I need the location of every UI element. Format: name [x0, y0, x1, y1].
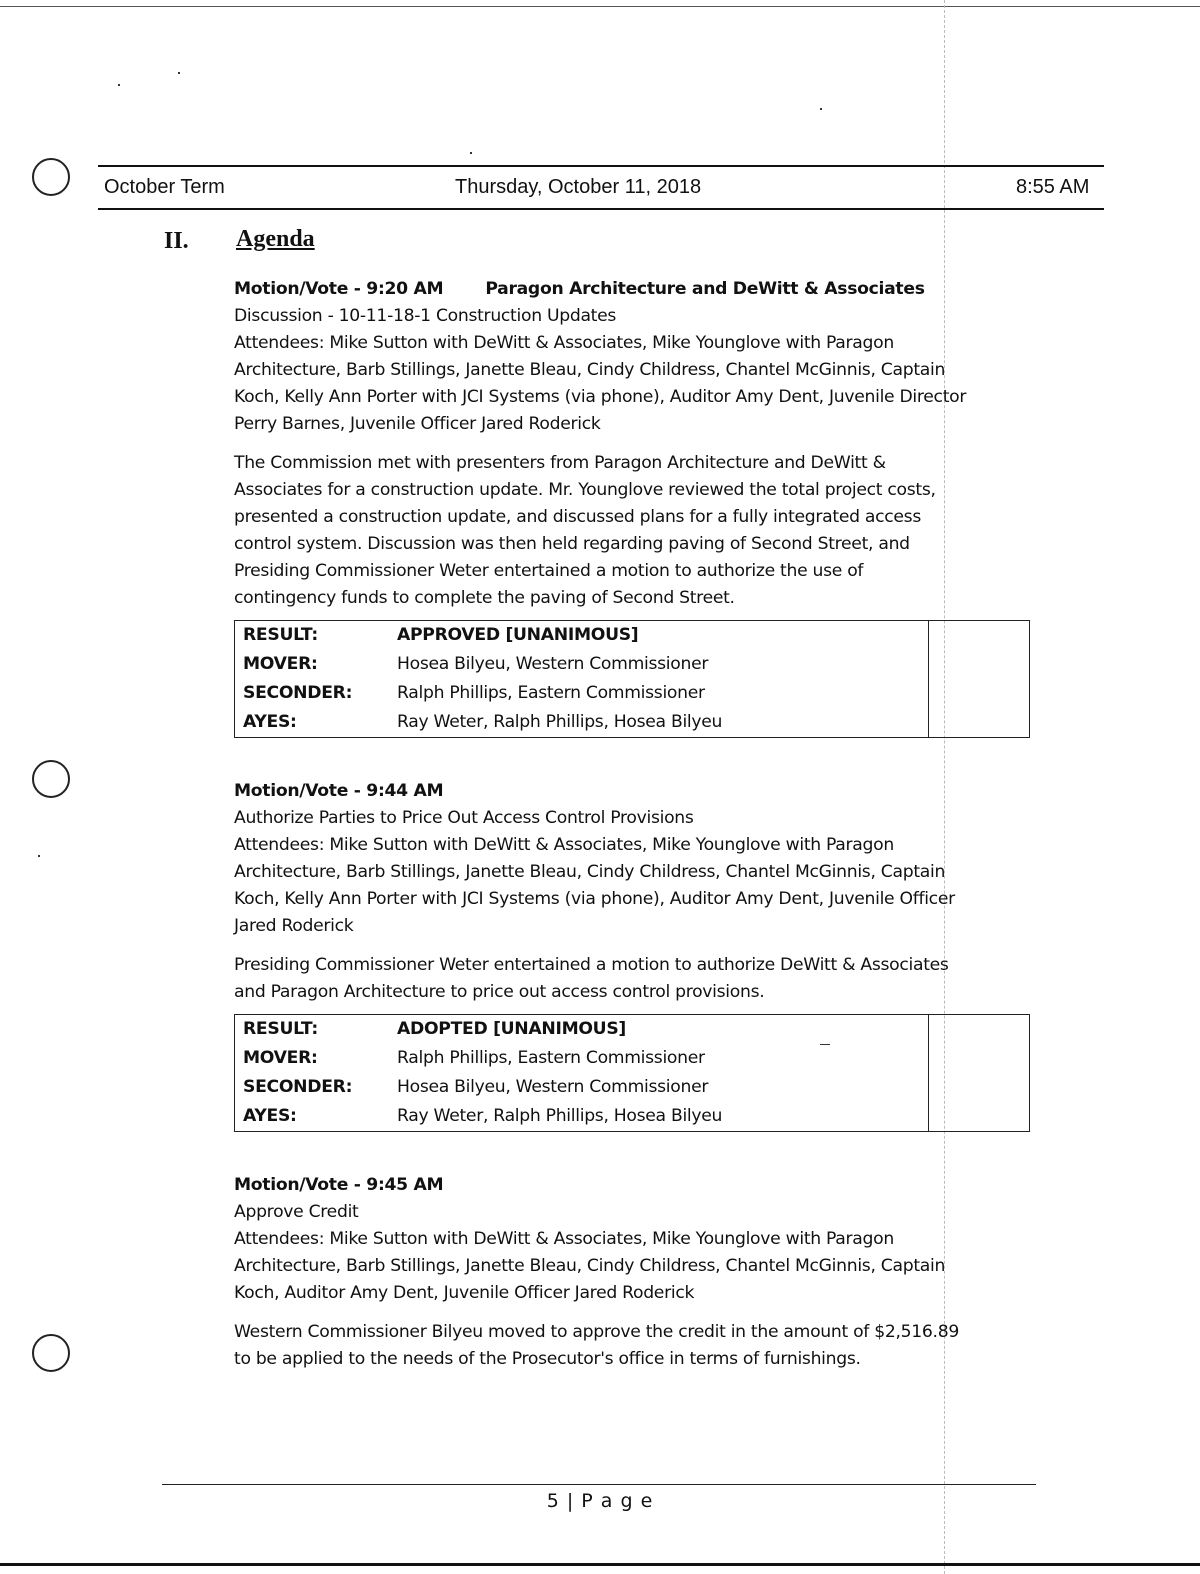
body-line: control system. Discussion was then held regarding paving of Second Street, and [234, 534, 910, 554]
attendees-line: Attendees: Mike Sutton with DeWitt & Associates, Mike Younglove with Paragon [234, 1229, 894, 1249]
vote-value: Ray Weter, Ralph Phillips, Hosea Bilyeu [397, 1106, 723, 1126]
motion-attendees [234, 832, 1034, 940]
vote-row [235, 708, 1030, 738]
attendees-line: Koch, Kelly Ann Porter with JCI Systems (via phone), Auditor Amy Dent, Juvenile Officer [234, 889, 955, 909]
motion-body [234, 1319, 1034, 1373]
scan-speck [118, 84, 120, 86]
body-line: Associates for a construction update. Mr. Younglove reviewed the total project costs, [234, 480, 936, 500]
body-line: and Paragon Architecture to price out access control provisions. [234, 982, 765, 1002]
attendees-line: Architecture, Barb Stillings, Janette Bleau, Cindy Childress, Chantel McGinnis, Captain [234, 1256, 946, 1276]
vote-side-cell [929, 621, 1030, 738]
scan-speck [178, 72, 180, 74]
vote-label: SECONDER: [243, 1077, 353, 1097]
body-line: Presiding Commissioner Weter entertained a motion to authorize DeWitt & Associates [234, 955, 949, 975]
body-line: contingency funds to complete the paving of Second Street. [234, 588, 735, 608]
vote-value: Hosea Bilyeu, Western Commissioner [397, 1077, 709, 1097]
motion-block [234, 1172, 1034, 1373]
vote-row [235, 1073, 1030, 1102]
motion-subject: Approve Credit [234, 1202, 359, 1222]
scan-speck [820, 108, 822, 110]
vote-value: Ralph Phillips, Eastern Commissioner [397, 1048, 705, 1068]
vote-side-cell [929, 1015, 1030, 1132]
motion-attendees [234, 1226, 1034, 1307]
binder-hole [32, 1334, 70, 1372]
vote-row [235, 679, 1030, 708]
vote-label: RESULT: [243, 1019, 318, 1039]
motion-subject: Authorize Parties to Price Out Access Control Provisions [234, 808, 694, 828]
scan-speck [470, 152, 472, 154]
motion-presenters: Paragon Architecture and DeWitt & Associates [485, 279, 925, 299]
attendees-line: Attendees: Mike Sutton with DeWitt & Associates, Mike Younglove with Paragon [234, 333, 894, 353]
vote-value: Hosea Bilyeu, Western Commissioner [397, 654, 709, 674]
body-line: presented a construction update, and discussed plans for a fully integrated access [234, 507, 921, 527]
attendees-line: Koch, Auditor Amy Dent, Juvenile Officer Jared Roderick [234, 1283, 695, 1303]
vote-label: MOVER: [243, 1048, 318, 1068]
attendees-line: Jared Roderick [234, 916, 354, 936]
attendees-line: Koch, Kelly Ann Porter with JCI Systems (via phone), Auditor Amy Dent, Juvenile Director [234, 387, 967, 407]
body-line: The Commission met with presenters from Paragon Architecture and DeWitt & [234, 453, 886, 473]
vote-label: AYES: [243, 1106, 297, 1126]
vote-row [235, 1044, 1030, 1073]
body-line: Presiding Commissioner Weter entertained a motion to authorize the use of [234, 561, 864, 581]
vote-row [235, 621, 1030, 651]
vote-result: ADOPTED [UNANIMOUS] [397, 1019, 626, 1039]
motion-heading [234, 276, 1034, 303]
section-number: II. [164, 228, 189, 254]
scan-speck [38, 855, 40, 857]
attendees-line: Attendees: Mike Sutton with DeWitt & Associates, Mike Younglove with Paragon [234, 835, 894, 855]
vote-value: Ray Weter, Ralph Phillips, Hosea Bilyeu [397, 712, 723, 732]
header-rule-top [98, 165, 1104, 167]
section-title: Agenda [236, 226, 315, 252]
motion-time: Motion/Vote - 9:44 AM [234, 781, 444, 801]
header-rule-bottom [98, 208, 1104, 210]
motion-attendees [234, 330, 1034, 438]
vote-row [235, 1015, 1030, 1045]
header-time: 8:55 AM [1016, 176, 1090, 198]
motion-time: Motion/Vote - 9:45 AM [234, 1175, 444, 1195]
vote-value: Ralph Phillips, Eastern Commissioner [397, 683, 705, 703]
motion-block [234, 778, 1034, 1132]
motion-time: Motion/Vote - 9:20 AM [234, 279, 444, 299]
header-term: October Term [104, 176, 225, 198]
binder-hole [32, 760, 70, 798]
header-date: Thursday, October 11, 2018 [455, 176, 702, 198]
vote-label: AYES: [243, 712, 297, 732]
vote-label: SECONDER: [243, 683, 353, 703]
motion-block [234, 276, 1034, 738]
motion-subject: Discussion - 10-11-18-1 Construction Updates [234, 306, 617, 326]
scan-edge-bottom [0, 1563, 1200, 1566]
page-number: 5 | P a g e [546, 1490, 654, 1512]
scan-edge-top [0, 6, 1200, 7]
vote-row [235, 650, 1030, 679]
attendees-line: Architecture, Barb Stillings, Janette Bleau, Cindy Childress, Chantel McGinnis, Captain [234, 862, 946, 882]
vote-label: MOVER: [243, 654, 318, 674]
body-line: to be applied to the needs of the Prosecutor's office in terms of furnishings. [234, 1349, 861, 1369]
binder-hole [32, 158, 70, 196]
agenda-content [234, 276, 1034, 1413]
vote-result: APPROVED [UNANIMOUS] [397, 625, 639, 645]
vote-label: RESULT: [243, 625, 318, 645]
motion-body [234, 952, 1034, 1006]
body-line: Western Commissioner Bilyeu moved to approve the credit in the amount of $2,516.89 [234, 1322, 959, 1342]
attendees-line: Perry Barnes, Juvenile Officer Jared Roderick [234, 414, 601, 434]
footer-rule [162, 1484, 1036, 1485]
attendees-line: Architecture, Barb Stillings, Janette Bleau, Cindy Childress, Chantel McGinnis, Captain [234, 360, 946, 380]
vote-table [234, 1014, 1030, 1132]
vote-row [235, 1102, 1030, 1132]
vote-table [234, 620, 1030, 738]
motion-body [234, 450, 1034, 612]
